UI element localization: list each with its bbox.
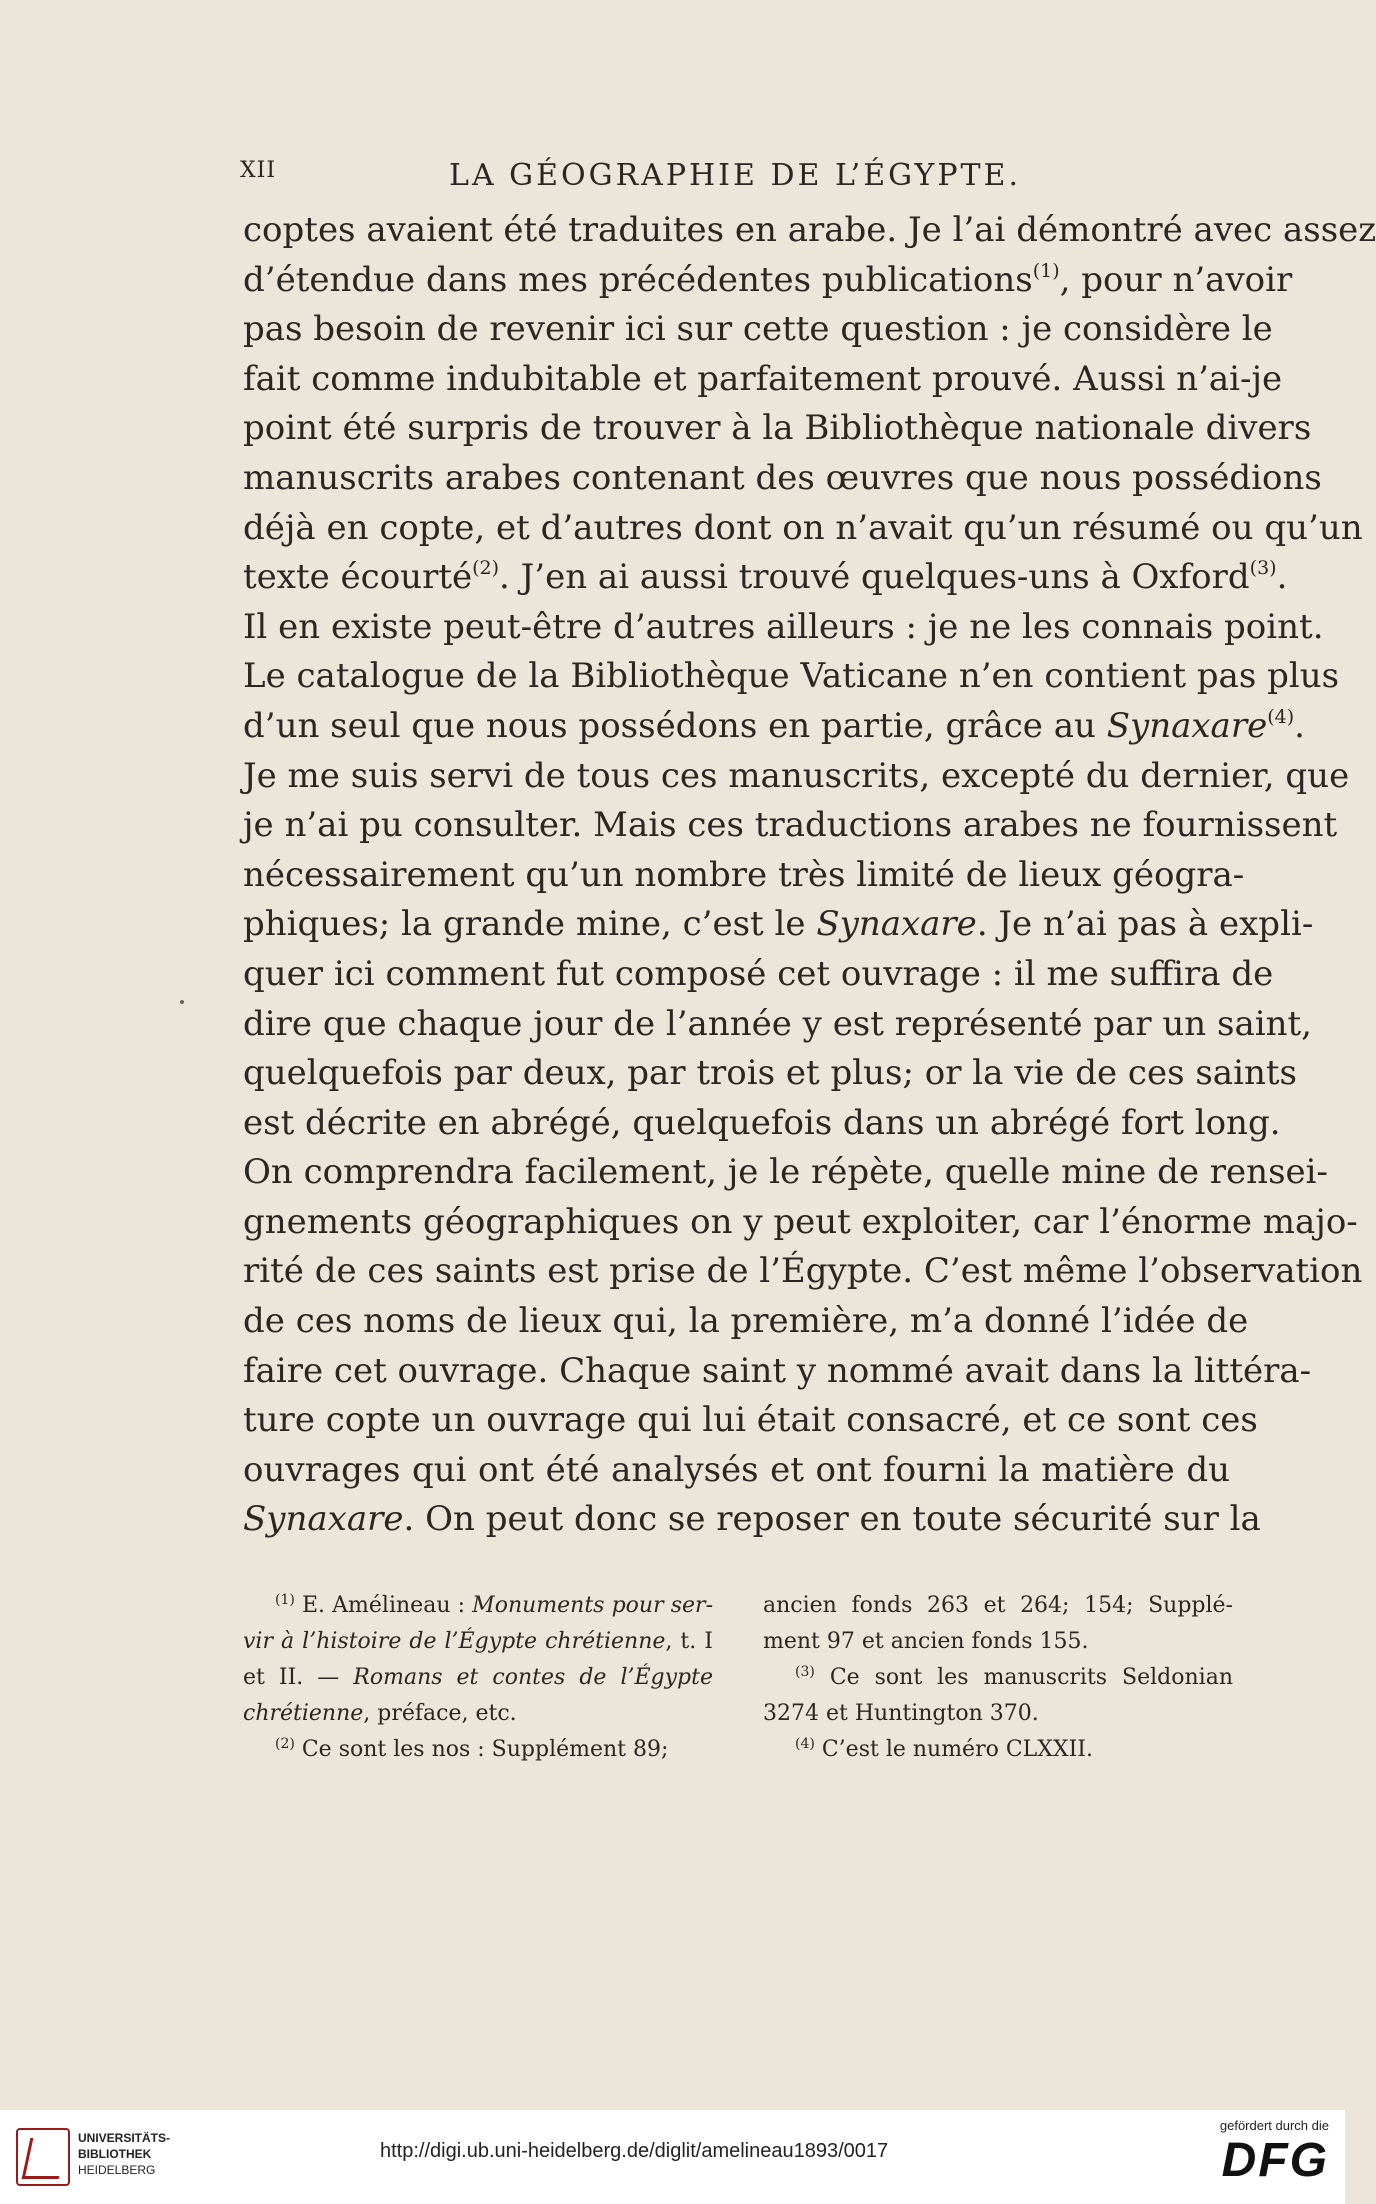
university-library-logo[interactable]: [16, 2126, 176, 2190]
text-line: On comprendra facilement, je le répète, quelle mine de rensei-: [243, 1152, 1328, 1193]
footnote-reference: (1): [1032, 259, 1060, 282]
text-line: dire que chaque jour de l’année y est représenté par un saint,: [243, 1003, 1312, 1044]
footnote-column-left: [243, 1588, 713, 1768]
footnote-1-line: vir à l’histoire de l’Égypte chrétienne, t. I: [243, 1629, 713, 1654]
dfg-logo: DFG: [1221, 2134, 1329, 2187]
footnote-1-line: et II. — Romans et contes de l’Égypte: [243, 1665, 713, 1690]
running-title: LA GÉOGRAPHIE DE L’ÉGYPTE.: [449, 158, 1021, 193]
text-line: Je me suis servi de tous ces manuscrits, excepté du dernier, que: [243, 755, 1350, 796]
text-line: nécessairement qu’un nombre très limité de lieux géogra-: [243, 854, 1245, 895]
footnotes: [243, 1588, 1233, 1773]
text-line: d’étendue dans mes précédentes publications$^{(1)}$, pour n’avoir: [243, 259, 1293, 300]
funding-caption: gefördert durch die: [1219, 2118, 1329, 2133]
text-line: rité de ces saints est prise de l’Égypte. C’est même l’observation: [243, 1251, 1363, 1292]
text-line: manuscrits arabes contenant des œuvres que nous possédions: [243, 457, 1322, 498]
text-line: phiques; la grande mine, c’est le Synaxare. Je n’ai pas à expli-: [243, 904, 1314, 945]
text-line: texte écourté$^{(2)}$. J’en ai aussi trouvé quelques-uns à Oxford$^{(3)}$.: [243, 557, 1288, 598]
running-head: [240, 158, 1230, 198]
text-line: quelquefois par deux, par trois et plus; or la vie de ces saints: [243, 1053, 1297, 1094]
text-line: point été surpris de trouver à la Bibliothèque nationale divers: [243, 408, 1312, 449]
text-line: déjà en copte, et d’autres dont on n’avait qu’un résumé ou qu’un: [243, 507, 1363, 548]
text-line: quer ici comment fut composé cet ouvrage : il me suffira de: [243, 953, 1274, 994]
dfg-funding[interactable]: [1179, 2118, 1329, 2198]
footnote-3: $^{(3)}$ Ce sont les manuscrits Seldonian: [795, 1664, 1233, 1690]
footnote-reference: (2): [472, 557, 500, 580]
ink-speck: [180, 1000, 184, 1004]
digitization-footer: [0, 2110, 1345, 2204]
footnote-2-line: ment 97 et ancien fonds 155.: [763, 1629, 1089, 1654]
footnote-2: $^{(2)}$ Ce sont les nos : Supplément 89;: [275, 1736, 669, 1762]
text-line: je n’ai pu consulter. Mais ces traductions arabes ne fournissent: [243, 805, 1338, 846]
footnote-column-right: [763, 1588, 1233, 1768]
footnote-4: $^{(4)}$ C’est le numéro CLXXII.: [795, 1736, 1093, 1762]
text-line: coptes avaient été traduites en arabe. Je l’ai démontré avec assez: [243, 210, 1376, 250]
footnote-reference: (4): [1267, 705, 1295, 728]
footnote-2-line: ancien fonds 263 et 264; 154; Supplé-: [763, 1593, 1233, 1618]
source-url-link[interactable]: http://digi.ub.uni-heidelberg.de/diglit/amelineau1893/0017: [380, 2140, 889, 2162]
text-line: Le catalogue de la Bibliothèque Vaticane n’en contient pas plus: [243, 656, 1340, 697]
page-number: XII: [240, 158, 277, 183]
text-line: est décrite en abrégé, quelquefois dans un abrégé fort long.: [243, 1102, 1281, 1143]
text-line: gnements géographiques on y peut exploiter, car l’énorme majo-: [243, 1201, 1358, 1242]
footnote-3-line: 3274 et Huntington 370.: [763, 1701, 1039, 1726]
text-line: fait comme indubitable et parfaitement prouvé. Aussi n’ai-je: [243, 358, 1283, 399]
text-line: de ces noms de lieux qui, la première, m’a donné l’idée de: [243, 1301, 1249, 1342]
text-line: Synaxare. On peut donc se reposer en toute sécurité sur la: [243, 1499, 1261, 1540]
main-text: [243, 206, 1376, 1545]
text-line: faire cet ouvrage. Chaque saint y nommé avait dans la littéra-: [243, 1350, 1312, 1391]
text-line: d’un seul que nous possédons en partie, grâce au Synaxare$^{(4)}$.: [243, 705, 1305, 746]
library-name: UNIVERSITÄTS- BIBLIOTHEK HEIDELBERG: [78, 2131, 171, 2177]
footnote-reference: (3): [1249, 557, 1277, 580]
text-line: ture copte un ouvrage qui lui était consacré, et ce sont ces: [243, 1400, 1258, 1441]
footnote-1: $^{(1)}$ E. Amélineau : Monuments pour ser-: [275, 1592, 713, 1618]
text-line: Il en existe peut-être d’autres ailleurs : je ne les connais point.: [243, 606, 1324, 647]
library-emblem-icon: [16, 2128, 70, 2186]
footnote-1-line: chrétienne, préface, etc.: [243, 1701, 517, 1726]
text-line: pas besoin de revenir ici sur cette question : je considère le: [243, 309, 1273, 350]
text-line: ouvrages qui ont été analysés et ont fourni la matière du: [243, 1449, 1230, 1490]
